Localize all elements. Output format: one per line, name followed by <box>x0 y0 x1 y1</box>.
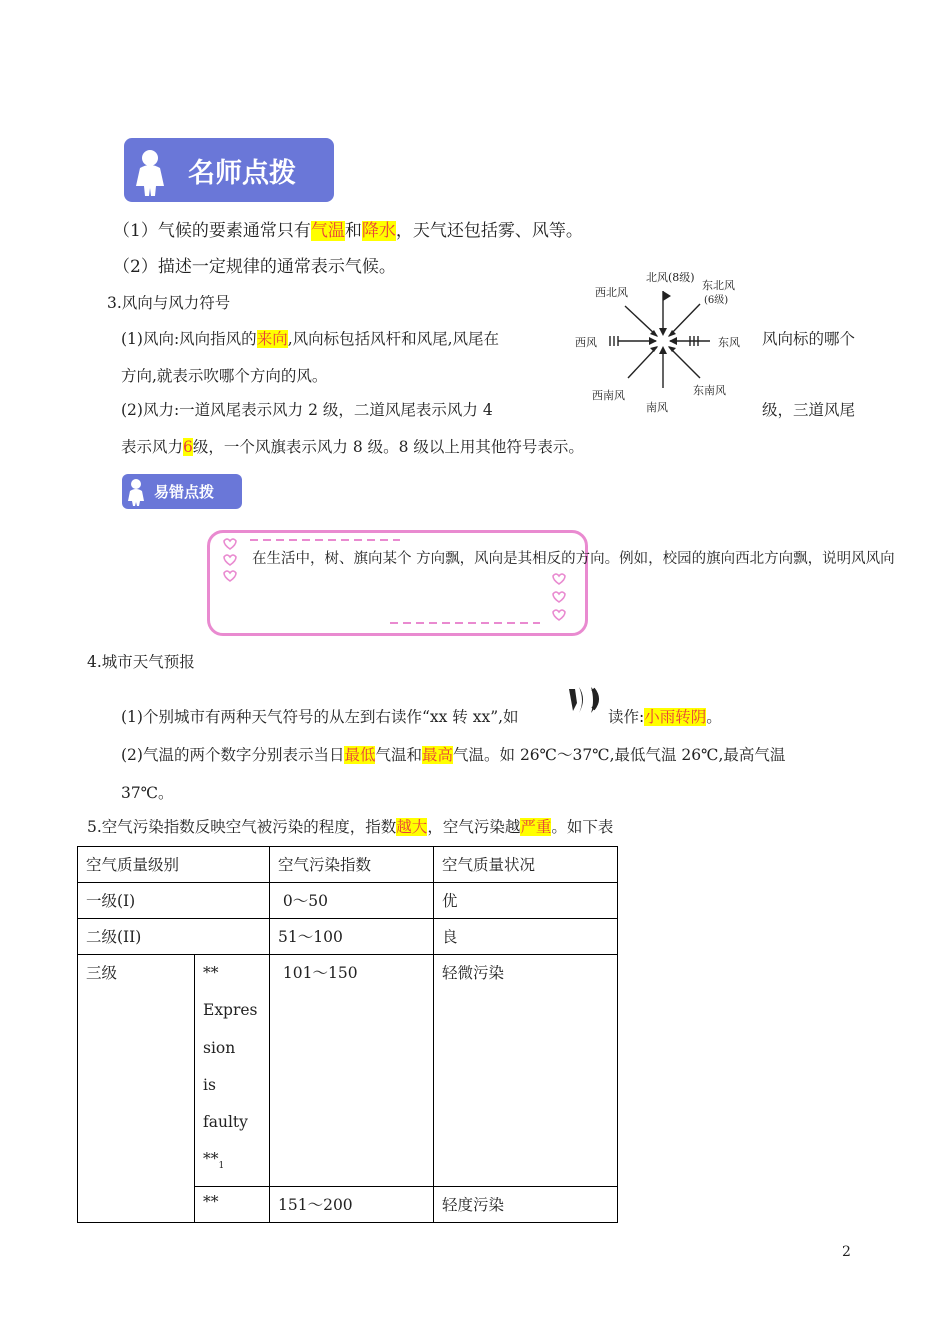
table-row <box>78 883 618 919</box>
section4-p1: (1)个别城市有两种天气符号的从左到右读作“xx 转 xx”,如 <box>121 708 519 726</box>
section4-p1-tail: 读作:小雨转阴。 <box>608 708 722 726</box>
table-header-row <box>78 847 618 883</box>
table-cell: 151～200 <box>270 1186 434 1222</box>
table-row <box>78 955 618 1187</box>
section4-p2: (2)气温的两个数字分别表示当日最低气温和最高气温。如 26℃～37℃,最低气温 26℃,最高气温 <box>121 746 786 764</box>
table-cell: 轻度污染 <box>434 1186 618 1222</box>
header-badge-label: 名师点拨 <box>188 157 296 189</box>
heart-decoration-icon <box>216 535 246 585</box>
table-cell: 二级(II) <box>78 919 270 955</box>
table-header-cell: 空气污染指数 <box>270 847 434 883</box>
section3-title: 3.风向与风力符号 <box>107 294 231 312</box>
section3-p1b: 方向,就表示吹哪个方向的风。 <box>121 367 328 385</box>
section5-title: 5.空气污染指数反映空气被污染的程度，指数越大，空气污染越严重。如下表 <box>87 818 614 836</box>
header-badge <box>124 138 334 202</box>
error-badge-label: 易错点拨 <box>154 483 215 501</box>
person-icon <box>124 138 184 202</box>
section4-p2b: 37℃。 <box>121 784 174 802</box>
person-icon <box>122 474 152 509</box>
table-cell: 优 <box>434 883 618 919</box>
section4-title: 4.城市天气预报 <box>87 653 195 671</box>
table-cell: 101～150 <box>270 955 434 1187</box>
table-cell: 0～50 <box>270 883 434 919</box>
table-cell: ** <box>195 1186 270 1222</box>
rain-to-cloudy-weather-icon <box>565 685 605 721</box>
section3-p1-tail: 风向标的哪个 <box>762 330 856 348</box>
section3-p2b: 表示风力6级，一个风旗表示风力 8 级。8 级以上用其他符号表示。 <box>121 438 584 456</box>
wind-label-south: 南风 <box>646 401 668 414</box>
wind-diagram <box>570 266 750 416</box>
page-number: 2 <box>842 1244 851 1260</box>
wind-label-southeast: 东南风 <box>693 384 726 397</box>
air-quality-table <box>77 846 618 1223</box>
wind-label-north: 北风(8级) <box>646 271 695 284</box>
wind-label-northeast: 东北风 <box>702 279 735 292</box>
heart-decoration-icon <box>548 570 572 628</box>
table-cell: 三级 <box>78 955 195 1223</box>
wind-label-east: 东风 <box>718 336 740 349</box>
table-cell: 良 <box>434 919 618 955</box>
table-header-cell: 空气质量状况 <box>434 847 618 883</box>
wind-label-southwest: 西南风 <box>592 389 625 402</box>
table-cell: 一级(I) <box>78 883 270 919</box>
table-cell: ** Expres sion is faulty $**_1$ <box>195 955 270 1187</box>
section3-p2-tail: 级，三道风尾 <box>762 401 856 419</box>
table-header-cell: 空气质量级别 <box>78 847 270 883</box>
tip-line-1: （1）气候的要素通常只有气温和降水，天气还包括雾、风等。 <box>113 221 583 241</box>
table-cell: 轻微污染 <box>434 955 618 1187</box>
section3-p1: (1)风向:风向指风的来向,风向标包括风杆和风尾,风尾在 <box>121 330 500 348</box>
dash-decoration <box>250 536 570 544</box>
table-cell: 51～100 <box>270 919 434 955</box>
error-box-text: 在生活中，树、旗向某个 方向飘，风向是其相反的方向。例如，校园的旗向西北方向飘，说明风风向 <box>252 551 895 567</box>
wind-label-northwest: 西北风 <box>595 286 628 299</box>
error-badge <box>122 474 242 509</box>
wind-label-west: 西风 <box>575 336 597 349</box>
dash-decoration <box>390 619 550 627</box>
tip-line-2: （2）描述一定规律的通常表示气候。 <box>113 257 396 277</box>
wind-label-northeast-level: (6级) <box>704 295 729 306</box>
table-row <box>78 919 618 955</box>
section3-p2: (2)风力:一道风尾表示风力 2 级，二道风尾表示风力 4 <box>121 401 493 419</box>
